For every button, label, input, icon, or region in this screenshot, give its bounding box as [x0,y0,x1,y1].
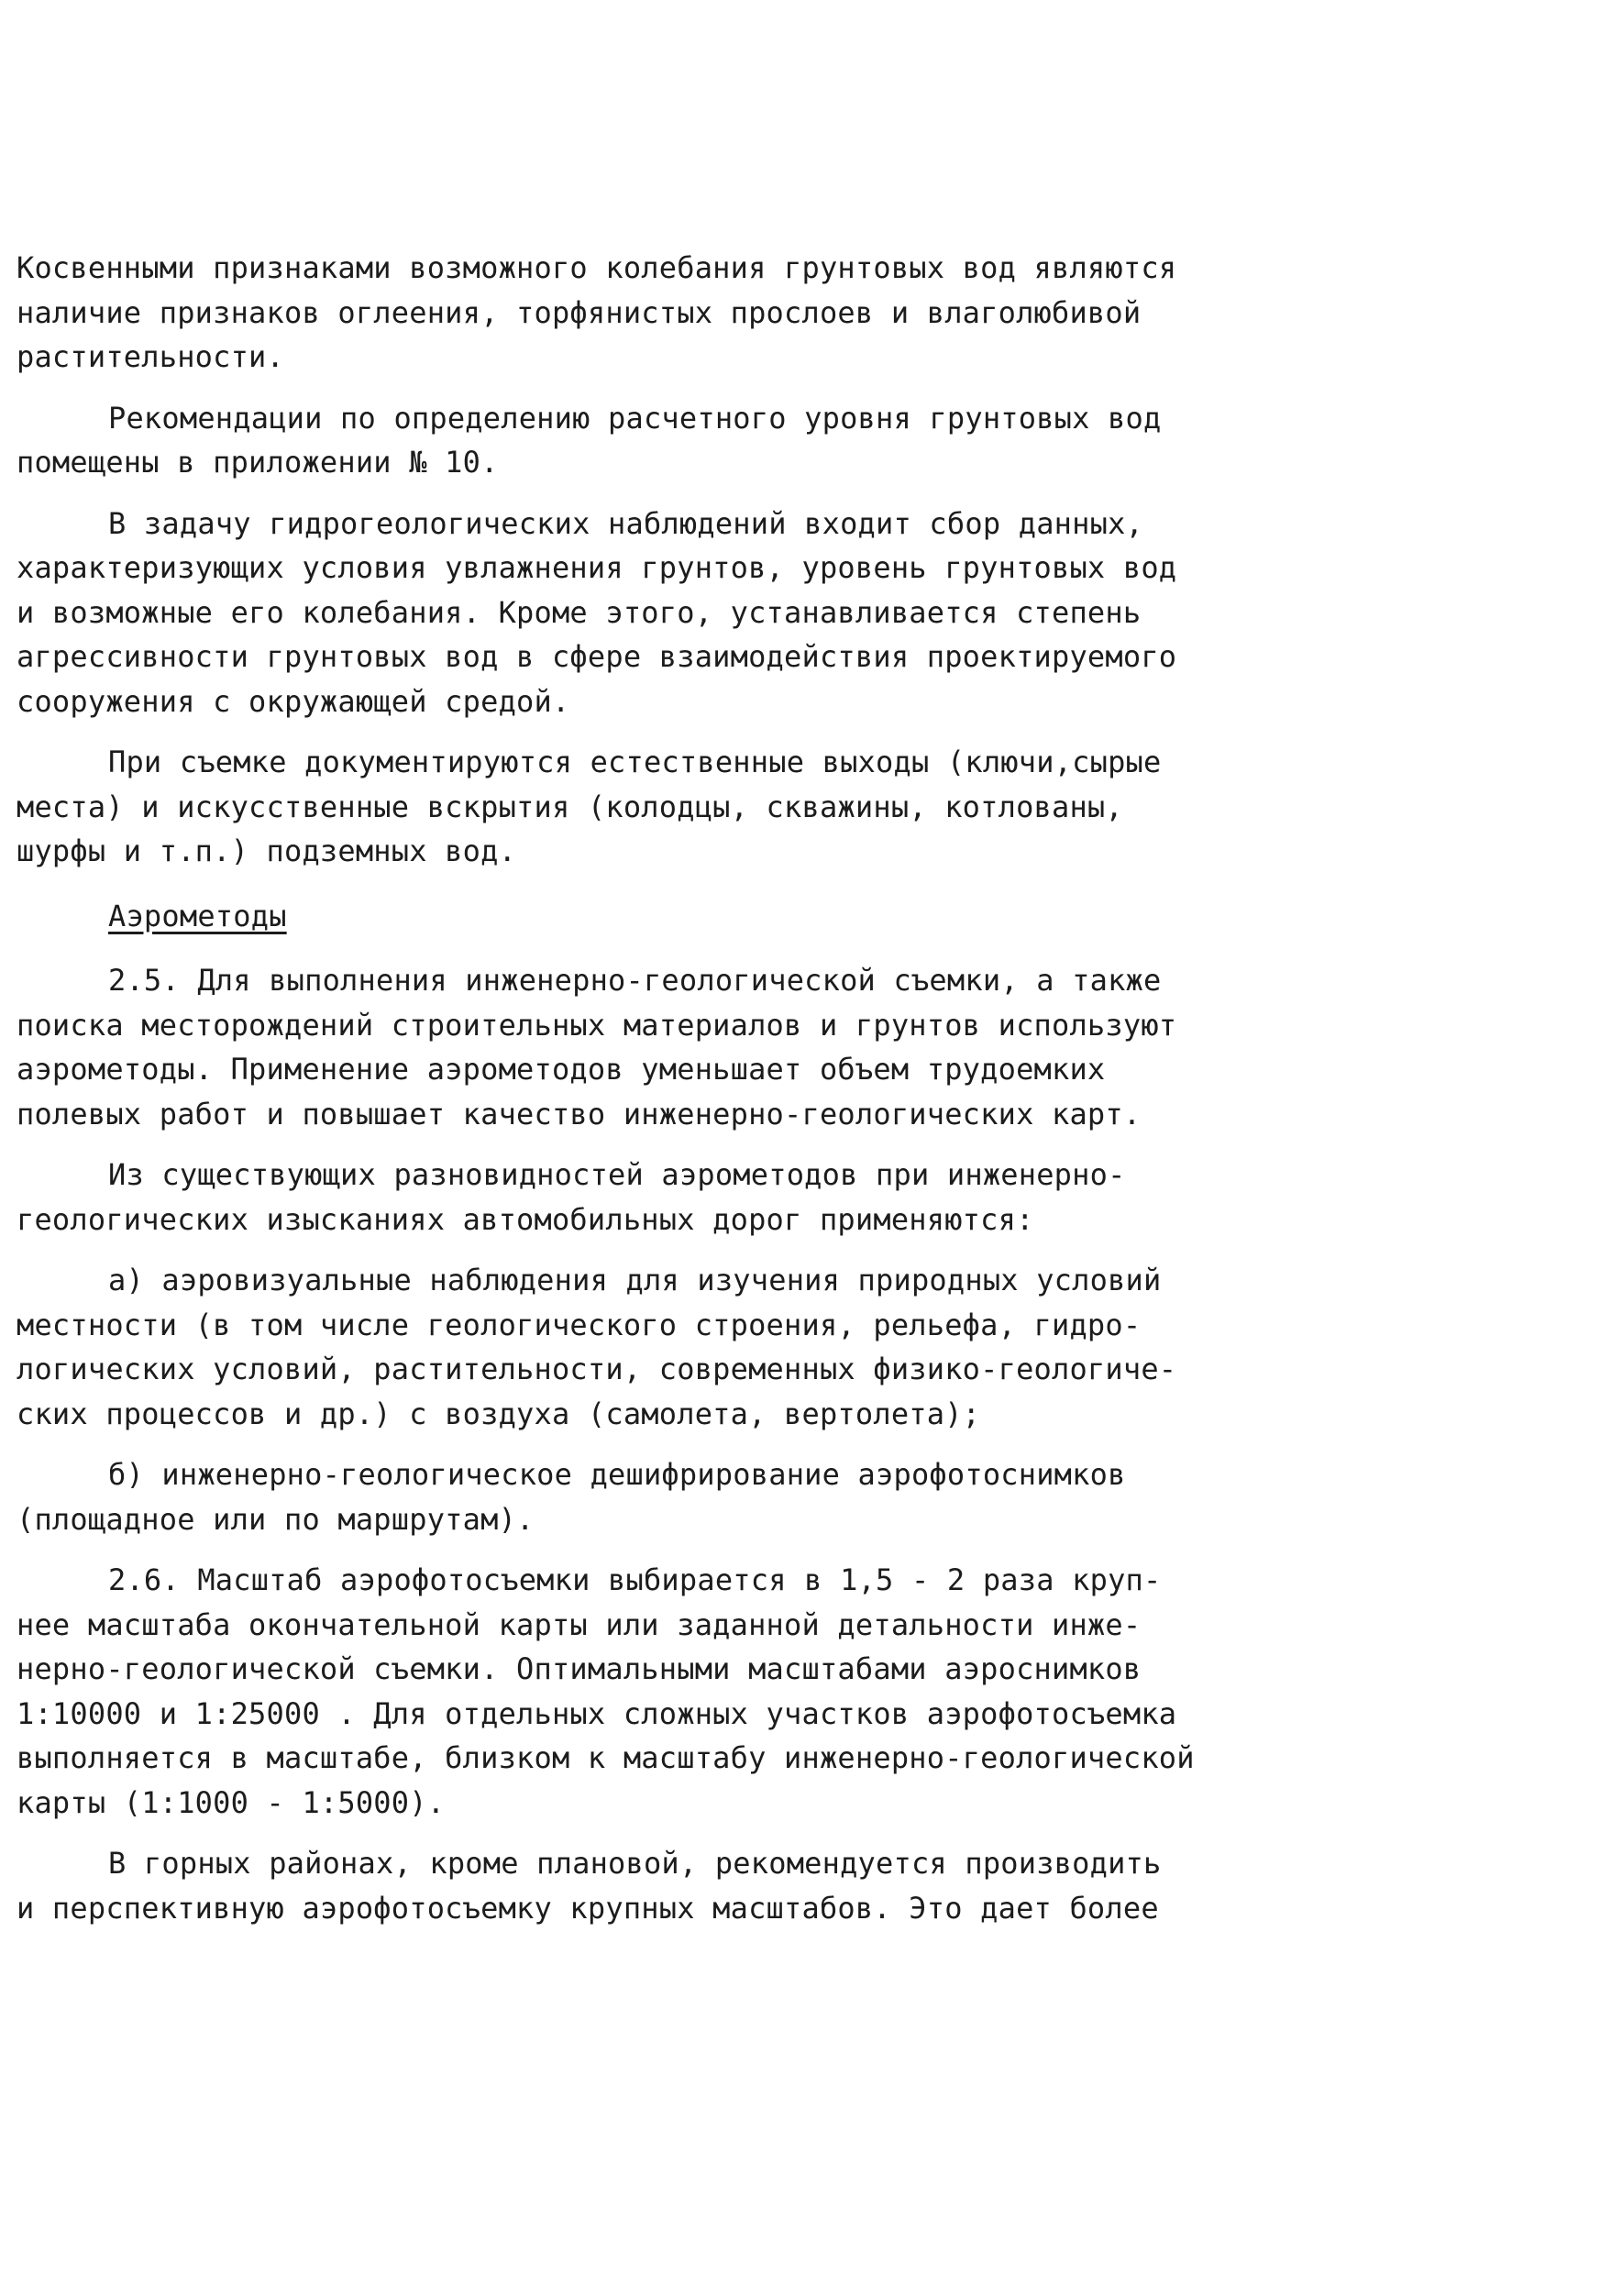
text-line: полевых работ и повышает качество инженерно-геологических карт. [17,1096,1142,1131]
document-body [17,246,1263,1930]
text-line: наличие признаков оглеения, торфянистых прослоев и влаголюбивой [17,294,1142,330]
text-line: сооружения с окружающей средой. [17,683,570,719]
paragraph-mountain-regions [17,1841,1263,1930]
text-line: (площадное или по маршрутам). [17,1501,535,1537]
paragraph-survey-documentation [17,740,1263,874]
text-line: растительности. [17,339,284,374]
text-line: В горных районах, кроме плановой, рекомендуется производить [108,1846,1162,1881]
paragraph-recommendations [17,396,1263,485]
paragraph-aeromethod-varieties [17,1153,1263,1242]
text-line: выполняется в масштабе, близком к масштабу инженерно-геологической [17,1740,1195,1775]
section-heading: Аэрометоды [108,898,287,933]
text-line: места) и искусственные вскрытия (колодцы, скважины, котлованы, [17,789,1123,824]
text-line: б) инженерно-геологическое дешифрирование аэрофотоснимков [108,1457,1126,1492]
paragraph-2-6 [17,1558,1263,1825]
text-line: 2.6. Масштаб аэрофотосъемки выбирается в 1,5 - 2 раза круп- [108,1562,1162,1597]
text-line: ских процессов и др.) с воздуха (самолета, вертолета); [17,1396,981,1431]
text-line: характеризующих условия увлажнения грунтов, уровень грунтовых вод [17,550,1177,585]
text-line: местности (в том числе геологического строения, рельефа, гидро- [17,1307,1142,1342]
paragraph-2-5 [17,958,1263,1136]
paragraph-hydrogeology-task [17,502,1263,724]
text-line: нерно-геологической съемки. Оптимальными масштабами аэроснимков [17,1651,1142,1686]
text-line: и перспективную аэрофотосъемку крупных масштабов. Это дает более [17,1890,1159,1926]
text-line: шурфы и т.п.) подземных вод. [17,833,517,868]
text-line: Из существующих разновидностей аэрометодов при инженерно- [108,1157,1126,1192]
text-line: геологических изысканиях автомобильных дорог применяются: [17,1201,1034,1237]
text-line: 2.5. Для выполнения инженерно-геологической съемки, а также [108,963,1162,998]
text-line: При съемке документируются естественные выходы (ключи,сырые [108,745,1162,779]
text-line: поиска месторождений строительных материалов и грунтов используют [17,1007,1177,1043]
text-line: помещены в приложении № 10. [17,445,499,480]
text-line: аэрометоды. Применение аэрометодов уменьшает объем трудоемких [17,1052,1106,1087]
text-line: агрессивности грунтовых вод в сфере взаимодействия проектируемого [17,639,1177,674]
text-line: а) аэровизуальные наблюдения для изучения природных условий [108,1263,1162,1297]
text-line: нее масштаба окончательной карты или заданной детальности инже- [17,1606,1142,1642]
text-line: 1:10000 и 1:25000 . Для отдельных сложных участков аэрофотосъемка [17,1695,1177,1731]
text-line: карты (1:1000 - 1:5000). [17,1784,446,1820]
list-item-a [17,1258,1263,1436]
text-line: Косвенными признаками возможного колебания грунтовых вод являются [17,250,1177,285]
text-line: и возможные его колебания. Кроме этого, устанавливается степень [17,594,1142,630]
paragraph-indirect-signs [17,246,1263,380]
text-line: логических условий, растительности, современных физико-геологиче- [17,1352,1177,1386]
text-line: Рекомендации по определению расчетного уровня грунтовых вод [108,400,1162,436]
text-line: В задачу гидрогеологических наблюдений входит сбор данных, [108,505,1144,541]
list-item-b [17,1452,1263,1541]
